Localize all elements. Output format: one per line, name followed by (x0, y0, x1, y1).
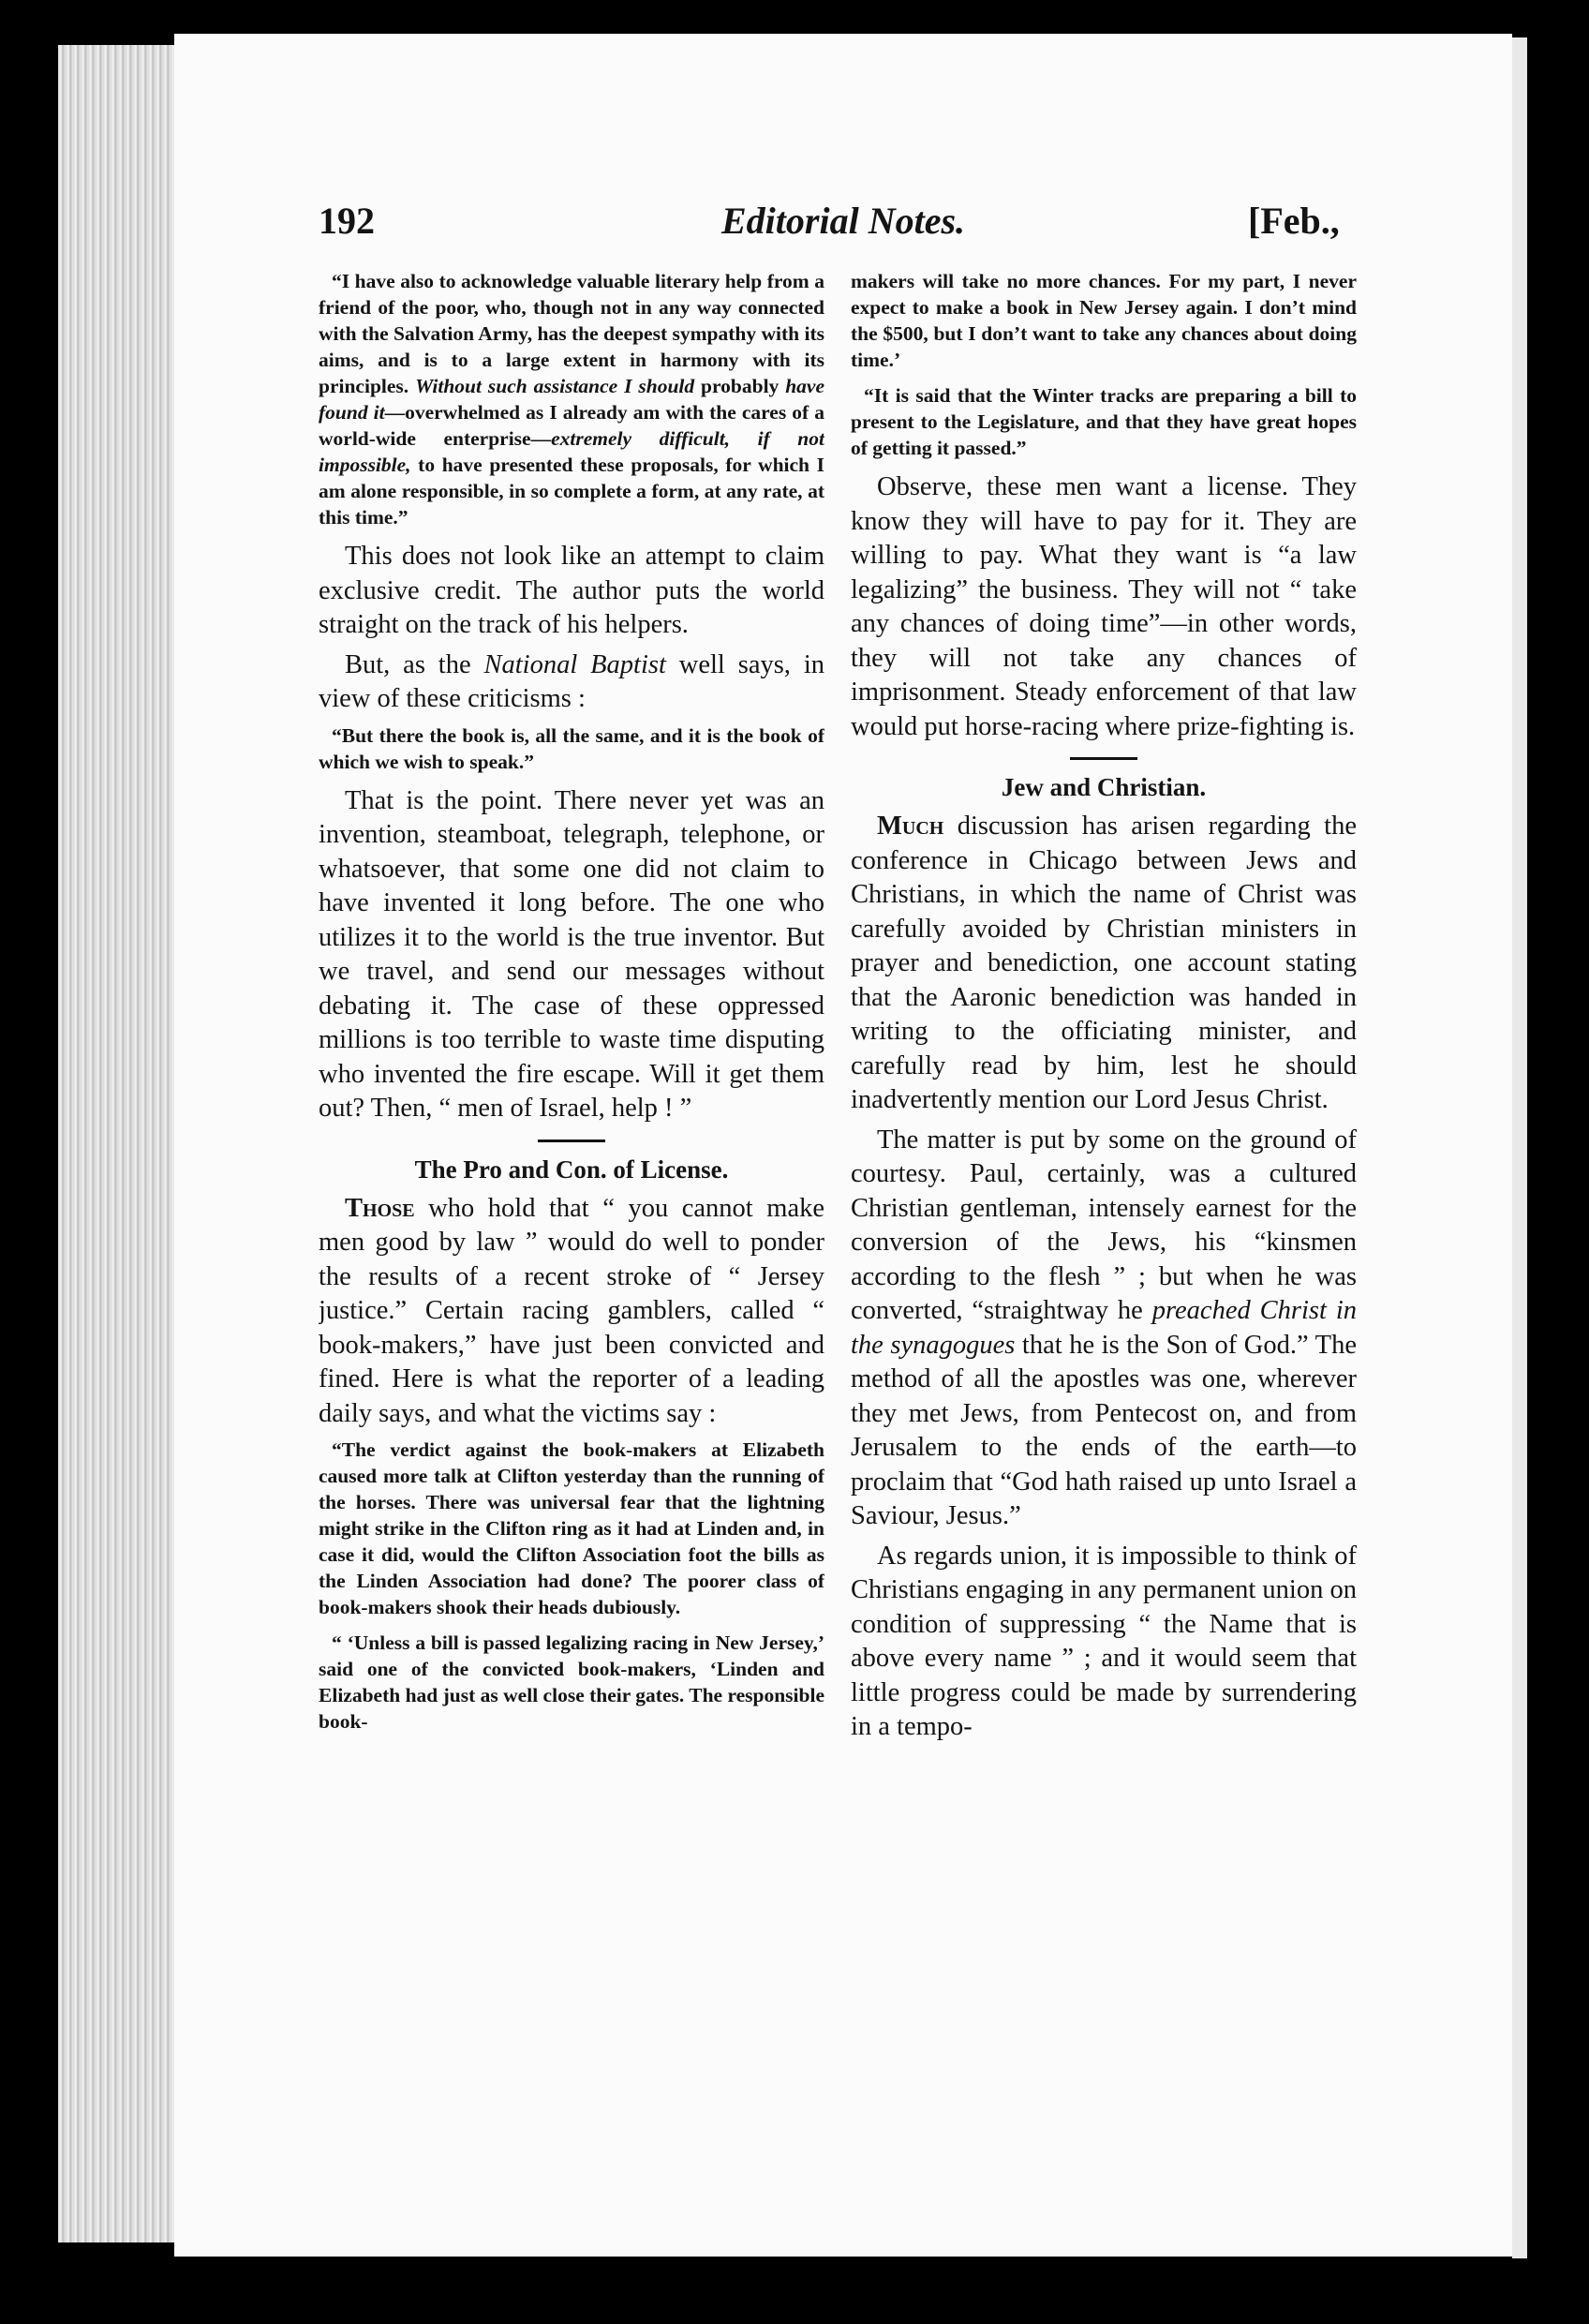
page-number: 192 (319, 200, 375, 242)
quote-acknowledgement (319, 268, 824, 530)
section-divider (1070, 757, 1137, 760)
paragraph (851, 1124, 1357, 1534)
paragraph: Observe, these men want a license. They know they will have to pay for it. They are willing to pay. What they want is “a law legalizing” the business. They will not “ take any chances of doing time”—in other words, they will not take any chances of imprisonment. Steady enforcement of that law would put horse-racing where prize-fighting is. (851, 472, 1357, 741)
quote-text: to have presented these proposals, for which I am alone responsible, in so complete a form, at any rate, at this time.” (319, 454, 824, 529)
lead-word: Those (345, 1193, 415, 1223)
page-edge (58, 45, 180, 2242)
quote-text: —overwhelmed as I already am with the cares of a world-wide enterprise— (319, 401, 824, 450)
quote-emphasis: Without such assistance I should (415, 375, 695, 397)
running-title: Editorial Notes. (721, 200, 966, 242)
paragraph-text: The matter is put by some on the ground of courtesy. Paul, certainly, was a cultured Christian gentleman, intensely earnest for the conversion of the Jews, his “kinsmen according to the flesh ” ; but when he was converted, “straightway he (851, 1125, 1357, 1325)
running-month: [Feb., (1248, 200, 1340, 242)
paragraph: That is the point. There never yet was an invention, steamboat, telegraph, telephone, or whatsoever, that some one did not claim to have invented it long before. The one who utilizes it to the world is the true inventor. But we travel, and send our messages without debating it. The case of these oppressed millions is too terrible to waste time disputing who invented the fire escape. Will it get them out? Then, “ men of Israel, help ! ” (319, 785, 824, 1123)
paragraph: This does not look like an attempt to claim exclusive credit. The author puts the world straight on the track of his helpers. (319, 542, 824, 639)
right-column (851, 268, 1357, 2152)
paragraph: As regards union, it is impossible to think of Christians engaging in any permanent union on condition of suppressing “ the Name that is above every name ” ; and it would seem that little progress could be made by surrendering in a tempo- (851, 1541, 1357, 1741)
quote-text: probably (694, 375, 786, 397)
left-column (319, 268, 824, 2152)
paragraph (319, 1192, 824, 1432)
paragraph-text: But, as the (345, 649, 484, 679)
facing-page-edge (1512, 37, 1527, 2258)
section-heading-jew-christian: Jew and Christian. (1001, 773, 1207, 801)
section-heading-license: The Pro and Con. of License. (414, 1155, 729, 1184)
quote-verdict: “The verdict against the book-makers at Elizabeth caused more talk at Clifton yesterday than the running of the horses. There was universal fear that the lightning might strike in the Clifton ring as it had at Linden and, in case it did, would the Clifton Association foot the bills as the Linden Association had done? The poorer class of book-makers shook their heads dubiously. (319, 1438, 824, 1618)
paragraph-text: well says, in view of these criticisms : (319, 649, 824, 713)
quote-emphasis: have found it (319, 375, 824, 424)
paragraph (851, 810, 1357, 1118)
paragraph-text: that he is the Son of God.” The method of all the apostles was one, wherever they met Jews, from Pentecost on, and from Jerusalem to the ends of the earth—to proclaim that “God hath raised up unto Israel a Saviour, Jesus.” (851, 1330, 1357, 1530)
lead-word: Much (877, 812, 944, 841)
quote-emphasis: extremely difficult, if not impossible, (319, 427, 824, 476)
section-divider (538, 1140, 605, 1142)
quote-text: “I have also to acknowledge valuable literary help from a friend of the poor, who, though not in any way connected with the Salvation Army, has the deepest sympathy with its aims, and is to a large extent in harmony with its principles. (319, 270, 824, 397)
quote-bookmaker-continued: makers will take no more chances. For my part, I never expect to make a book in New Jersey again. I don’t mind the $500, but I don’t want to take any chances about doing time.’ (851, 270, 1357, 371)
quote-national-baptist: “But there the book is, all the same, and it is the book of which we wish to speak.” (319, 723, 824, 773)
quote-bookmaker: “ ‘Unless a bill is passed legalizing racing in New Jersey,’ said one of the convicted book-makers, ‘Linden and Elizabeth had just as well close their gates. The responsible book- (319, 1631, 824, 1733)
paragraph (319, 648, 824, 717)
quote-winter-tracks: “It is said that the Winter tracks are preparing a bill to present to the Legislature, and that they have great hopes of getting it passed.” (851, 384, 1357, 459)
emphasis: preached Christ in the synagogues (851, 1296, 1357, 1360)
paragraph-text: discussion has arisen regarding the conference in Chicago between Jews and Christians, in which the name of Christ was carefully avoided by Christian ministers in prayer and benediction, one account stating that the Aaronic benediction was handed in writing to the officiating minister, and carefully read by him, lest he should inadvertently mention our Lord Jesus Christ. (851, 812, 1357, 1114)
paragraph-text: who hold that “ you cannot make men good by law ” would do well to ponder the results of a recent stroke of “ Jersey justice.” Certain racing gamblers, called “ book-makers,” have just been convicted and fined. Here is what the reporter of a leading daily says, and what the victims say : (319, 1193, 824, 1428)
publication-name: National Baptist (483, 649, 666, 679)
